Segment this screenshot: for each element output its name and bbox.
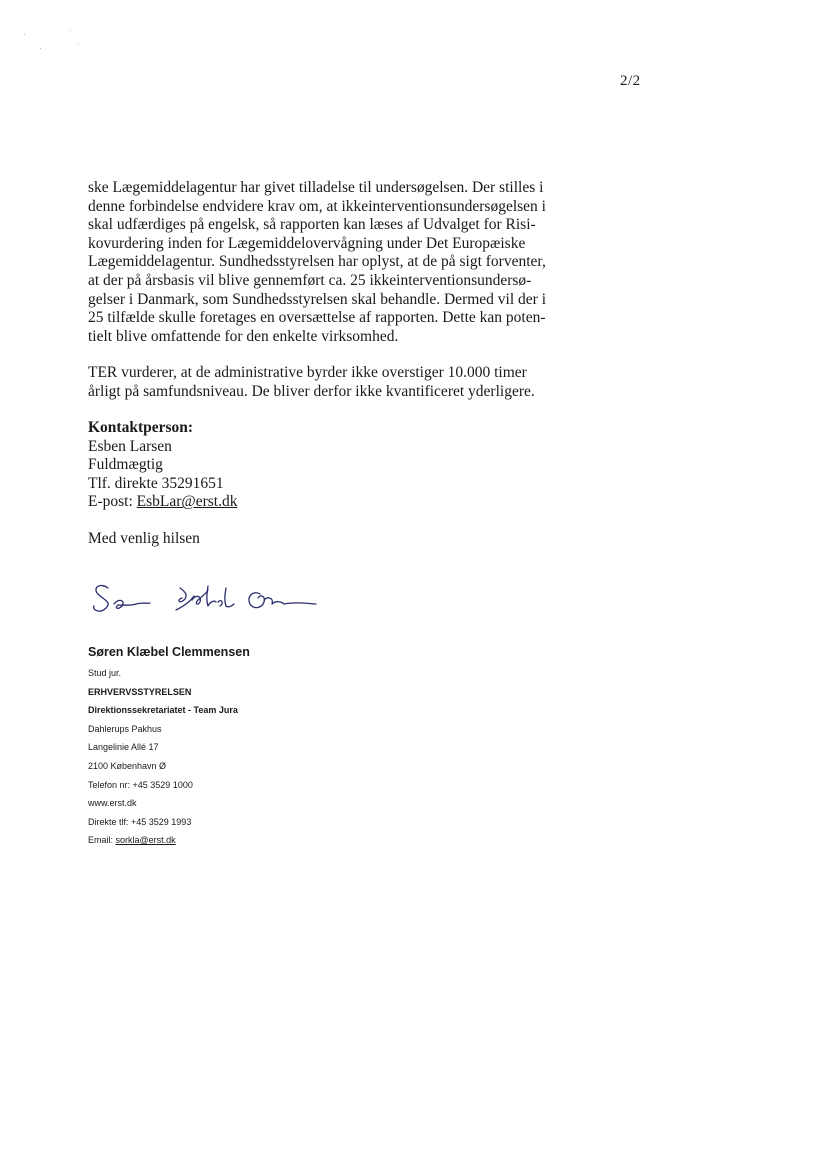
text-line: 25 tilfælde skulle foretages en oversættelse af rapporten. Dette kan poten- xyxy=(88,309,546,327)
signatory-name: Søren Klæbel Clemmensen xyxy=(88,645,250,659)
text-line: kovurdering inden for Lægemiddelovervågning under Det Europæiske xyxy=(88,234,526,252)
address-city: 2100 København Ø xyxy=(88,760,167,771)
text-line: denne forbindelse endvidere krav om, at ikkeinterventionsundersøgelsen i xyxy=(88,197,546,215)
text-line: skal udfærdiges på engelsk, så rapporten kan læses af Udvalget for Risi- xyxy=(88,216,536,234)
signatory-email-line xyxy=(88,831,250,850)
contact-title: Fuldmægtig xyxy=(88,456,163,474)
text-line: gelser i Danmark, som Sundhedsstyrelsen skal behandle. Dermed vil der i xyxy=(88,290,546,308)
signature-block xyxy=(88,644,250,850)
text-line: Lægemiddelagentur. Sundhedsstyrelsen har oplyst, at de på sigt forventer, xyxy=(88,253,546,271)
signatory-email-label: Email: xyxy=(88,835,116,846)
phone-direct: Direkte tlf: +45 3529 1993 xyxy=(88,816,192,827)
scan-speck xyxy=(24,34,25,35)
website[interactable]: www.erst.dk xyxy=(88,798,137,809)
phone-main: Telefon nr: +45 3529 1000 xyxy=(88,779,193,790)
text-line: tielt blive omfattende for den enkelte virksomhed. xyxy=(88,327,399,345)
text-line: ske Lægemiddelagentur har givet tilladelse til undersøgelsen. Der stilles i xyxy=(88,179,544,196)
body-paragraph-2 xyxy=(88,364,535,401)
page-number: 2/2 xyxy=(620,73,641,89)
scan-speck xyxy=(40,48,41,49)
address-building: Dahlerups Pakhus xyxy=(88,723,162,734)
text-line: at der på årsbasis vil blive gennemført ca. 25 ikkeinterventionsundersø- xyxy=(88,271,532,289)
handwritten-signature xyxy=(88,578,328,628)
scan-speck xyxy=(78,44,79,45)
organization-name: ERHVERVSSTYRELSEN xyxy=(88,686,192,697)
contact-phone: Tlf. direkte 35291651 xyxy=(88,474,224,492)
signatory-email-link[interactable]: sorkla@erst.dk xyxy=(115,835,176,846)
scan-speck xyxy=(70,30,71,31)
text-line: TER vurderer, at de administrative byrder ikke overstiger 10.000 timer xyxy=(88,364,527,381)
department-name: Direktionssekretariatet - Team Jura xyxy=(88,705,238,716)
contact-heading: Kontaktperson: xyxy=(88,419,194,436)
signatory-title: Stud jur. xyxy=(88,668,122,678)
contact-email-line xyxy=(88,493,237,512)
closing-salutation: Med venlig hilsen xyxy=(88,530,200,547)
address-street: Langelinie Allé 17 xyxy=(88,742,159,753)
contact-email-label: E-post: xyxy=(88,493,137,511)
body-paragraph-1 xyxy=(88,179,546,346)
contact-email-link[interactable]: EsbLar@erst.dk xyxy=(136,493,238,511)
contact-block xyxy=(88,419,237,512)
text-line: årligt på samfundsniveau. De bliver derfor ikke kvantificeret yderligere. xyxy=(88,382,535,400)
contact-name: Esben Larsen xyxy=(88,437,172,455)
